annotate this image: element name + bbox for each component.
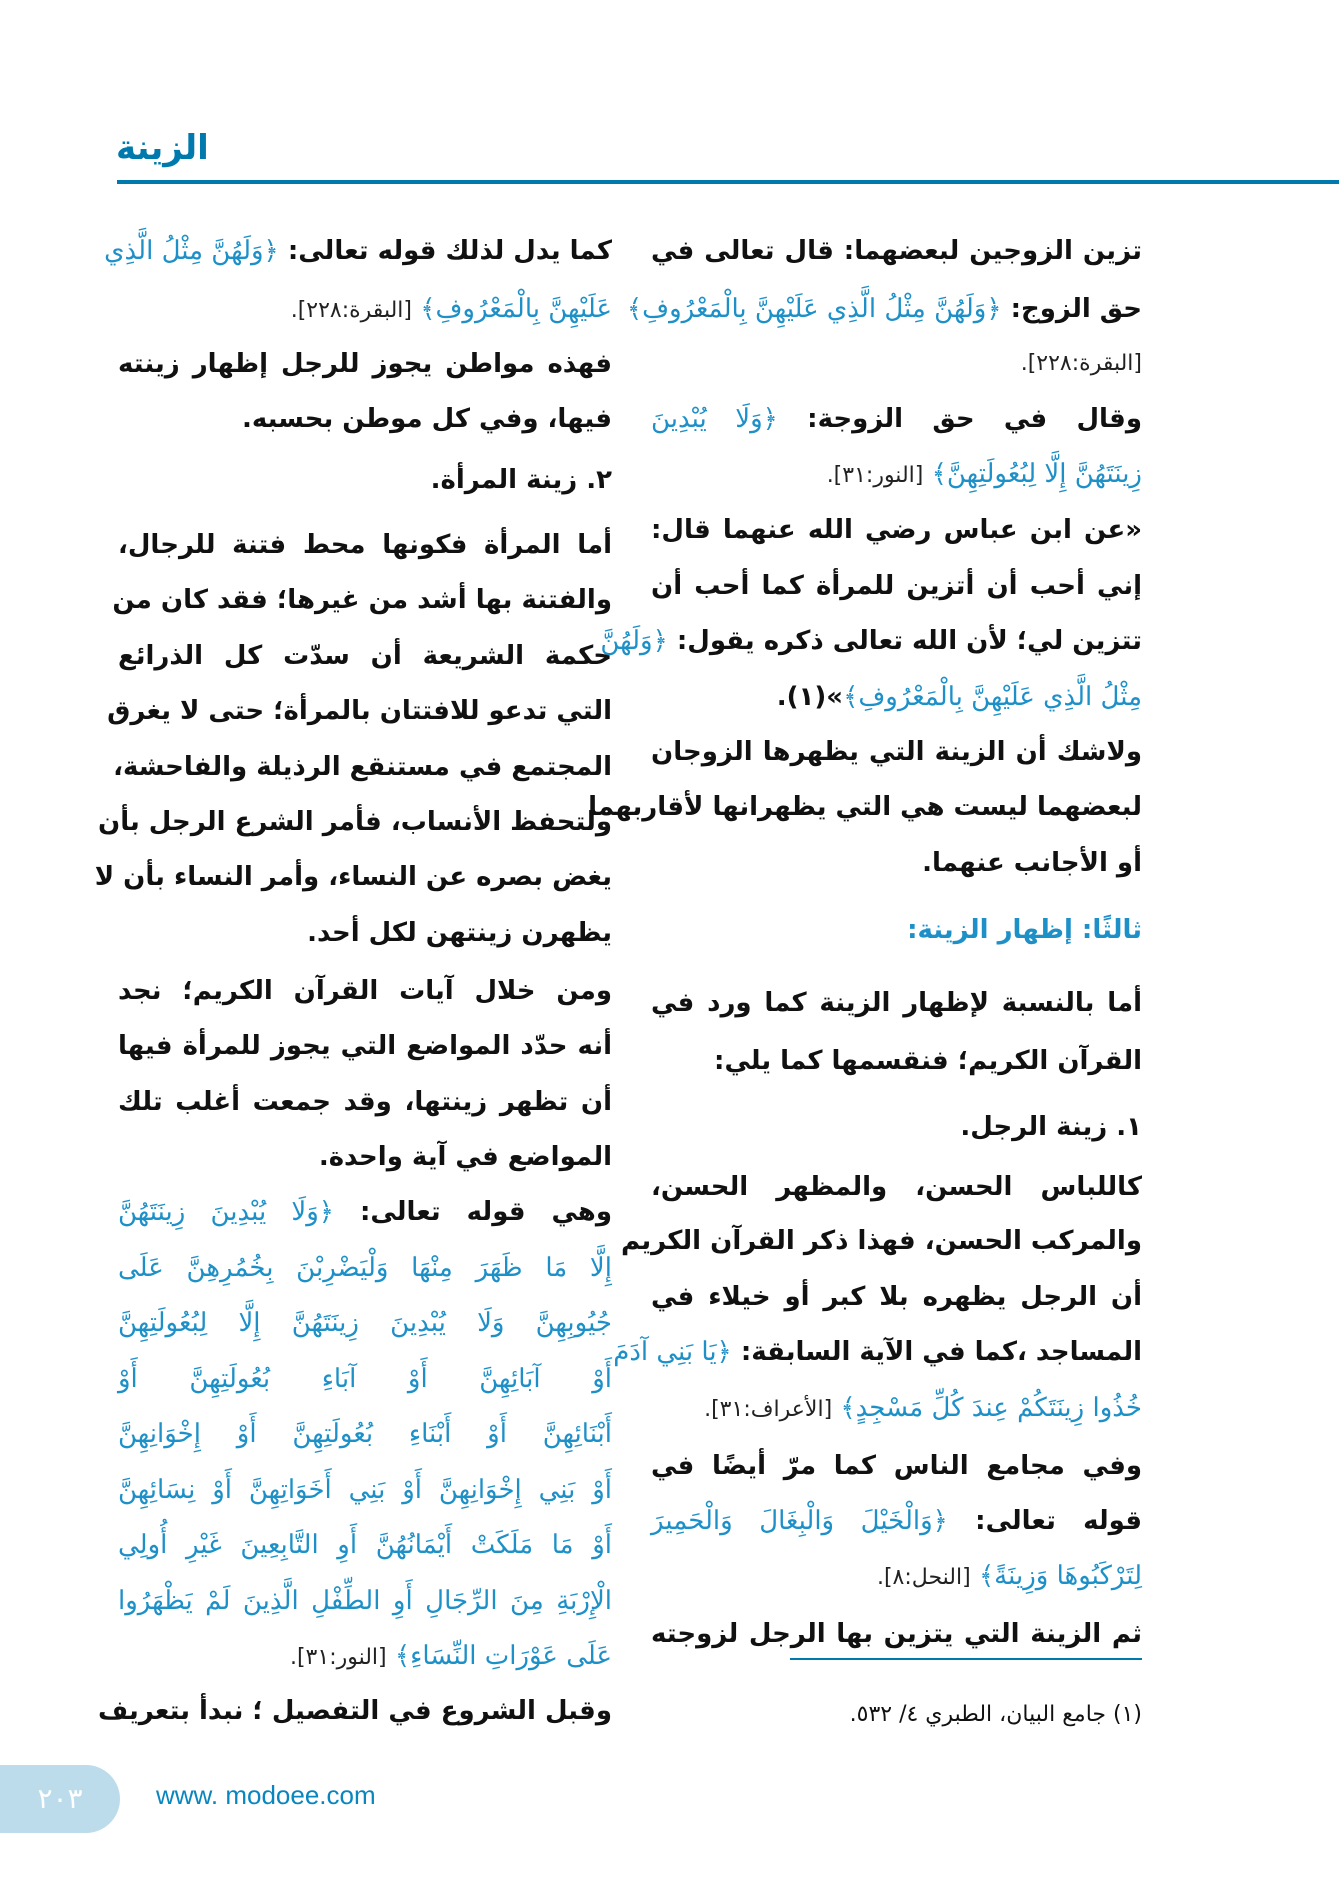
body-text: يغض بصره عن النساء، وأمر النساء بأن لا [94, 862, 612, 892]
body-text: المجتمع في مستنقع الرذيلة والفاحشة، [113, 752, 612, 782]
text-line [651, 1383, 1142, 1433]
quran-verse: لِتَرْكَبُوهَا وَزِينَةً﴾ [970, 1561, 1142, 1591]
text-line [118, 908, 612, 958]
website-link[interactable]: www. modoee.com [156, 1780, 376, 1810]
quran-verse: ﴿وَلَا يُبْدِينَ زِينَتَهُنَّ [118, 1197, 335, 1227]
text-line [651, 226, 1142, 276]
text-line [651, 1162, 1142, 1212]
quran-verse: ﴿وَلَهُنَّ [600, 626, 668, 656]
text-line [651, 1496, 1142, 1546]
body-text: والمركب الحسن، فهذا ذكر القرآن الكريم [620, 1226, 1142, 1256]
text-line [118, 966, 612, 1016]
verse-reference: [البقرة:٢٢٨]. [1020, 351, 1142, 376]
body-text: والفتنة بها أشد من غيرها؛ فقد كان من [112, 585, 612, 615]
footnote: (١) جامع البيان، الطبري ٤/ ٥٣٢. [849, 1702, 1142, 1727]
text-line [112, 575, 612, 625]
text-line [107, 686, 612, 736]
body-text: تتزين لي؛ لأن الله تعالى ذكره يقول: [667, 626, 1142, 656]
body-text: أما بالنسبة لإظهار الزينة كما ورد في [651, 988, 1142, 1018]
quran-verse: أَوْ بَنِي إِخْوَانِهِنَّ أَوْ بَنِي أَخَوَاتِهِنَّ أَوْ نِسَائِهِنَّ [118, 1475, 612, 1505]
body-text: أو الأجانب عنهما. [922, 848, 1142, 878]
body-text: وفي مجامع الناس كما مرّ أيضًا في [651, 1451, 1142, 1481]
quran-verse: عَلَى عَوْرَاتِ النِّسَاءِ﴾ [386, 1641, 612, 1671]
text-line [651, 838, 1142, 888]
body-text: ثم الزينة التي يتزين بها الرجل لزوجته [651, 1619, 1142, 1649]
body-text: القرآن الكريم؛ فنقسمها كما يلي: [714, 1046, 1142, 1076]
text-line [118, 1243, 612, 1293]
text-line [651, 978, 1142, 1028]
text-line [118, 1631, 612, 1681]
body-text: كما يدل لذلك قوله تعالى: [278, 236, 612, 266]
text-line [94, 852, 612, 902]
quran-verse: أَبْنَائِهِنَّ أَوْ أَبْنَاءِ بُعُولَتِهِنَّ أَوْ إِخْوَانِهِنَّ [118, 1419, 612, 1449]
quran-verse: أَوْ آبَائِهِنَّ أَوْ آبَاءِ بُعُولَتِهِنَّ أَوْ [118, 1364, 612, 1394]
quran-verse: ﴿وَلَهُنَّ مِثْلُ الَّذِي [104, 236, 279, 266]
text-line [118, 455, 612, 505]
quran-verse: ﴿وَلَا يُبْدِينَ [651, 404, 778, 434]
verse-reference: [النور:٣١]. [826, 463, 924, 488]
quran-verse: أَوْ مَا مَلَكَتْ أَيْمَانُهُنَّ أَوِ التَّابِعِينَ غَيْرِ أُولِي [118, 1530, 612, 1560]
body-text: وقال في حق الزوجة: [777, 404, 1142, 434]
text-line [651, 727, 1142, 777]
text-line [600, 616, 1142, 666]
body-text: أما المرأة فكونها محط فتنة للرجال، [118, 530, 612, 560]
body-text: وقبل الشروع في التفصيل ؛ نبدأ بتعريف [98, 1696, 612, 1726]
body-text: تزين الزوجين لبعضهما: قال تعالى في [651, 236, 1142, 266]
text-line [651, 1102, 1142, 1152]
body-text: «عن ابن عباس رضي الله عنهما قال: [651, 515, 1142, 545]
text-line [118, 1354, 612, 1404]
body-text: ١. زينة الرجل. [960, 1112, 1142, 1142]
body-text: إني أحب أن أتزين للمرأة كما أحب أن [651, 571, 1142, 601]
text-line [651, 505, 1142, 555]
body-text: المواضع في آية واحدة. [318, 1142, 612, 1172]
quran-verse: عَلَيْهِنَّ بِالْمَعْرُوفِ﴾ [411, 294, 612, 324]
body-text: ومن خلال آيات القرآن الكريم؛ نجد [118, 976, 612, 1006]
body-text: أن الرجل يظهره بلا كبر أو خيلاء في [651, 1282, 1142, 1312]
text-line [118, 284, 612, 334]
text-line [118, 1576, 612, 1626]
body-text: ٢. زينة المرأة. [430, 465, 612, 495]
text-line [651, 1272, 1142, 1322]
verse-reference: [الأعراف:٣١]. [704, 1397, 833, 1422]
text-line [118, 631, 612, 681]
running-header-title: الزينة [116, 128, 209, 168]
page-number: ٢٠٣ [0, 1765, 120, 1833]
text-line [651, 449, 1142, 499]
body-text: فيها، وفي كل موطن بحسبه. [242, 404, 612, 434]
header-rule [117, 180, 1339, 184]
body-text: وهي قوله تعالى: [334, 1197, 612, 1227]
verse-reference: [البقرة:٢٢٨]. [290, 298, 412, 323]
text-line [118, 1021, 612, 1071]
body-text: المساجد ،كما في الآية السابقة: [731, 1337, 1142, 1367]
text-line [651, 337, 1142, 387]
body-text: التي تدعو للافتتان بالمرأة؛ حتى لا يغرق [107, 696, 612, 726]
text-line [620, 1216, 1142, 1266]
quran-verse: ﴿وَالْخَيْلَ وَالْبِغَالَ وَالْحَمِيرَ [651, 1506, 948, 1536]
text-line [651, 1609, 1142, 1659]
text-line [113, 742, 612, 792]
quran-verse: ﴿يَا بَنِي آدَمَ [613, 1337, 732, 1367]
verse-reference: [النحل:٨]. [876, 1565, 971, 1590]
text-line [118, 1409, 612, 1459]
body-text: حق الزوج: [1001, 294, 1142, 324]
text-line [651, 1551, 1142, 1601]
body-text: أن تظهر زينتها، وقد جمعت أغلب تلك [118, 1087, 612, 1117]
text-line [118, 339, 612, 389]
verse-reference: [النور:٣١]. [289, 1645, 387, 1670]
text-line [118, 520, 612, 570]
text-line [651, 1441, 1142, 1491]
text-line [651, 1036, 1142, 1086]
body-text: يظهرن زينتهن لكل أحد. [307, 918, 612, 948]
text-line [651, 672, 1142, 722]
quran-verse: إِلَّا مَا ظَهَرَ مِنْهَا وَلْيَضْرِبْنَ بِخُمُرِهِنَّ عَلَى [118, 1253, 612, 1283]
text-line [98, 797, 612, 847]
quran-verse: جُيُوبِهِنَّ وَلَا يُبْدِينَ زِينَتَهُنَّ إِلَّا لِبُعُولَتِهِنَّ [118, 1308, 612, 1338]
section-heading: ثالثًا: إظهار الزينة: [907, 915, 1142, 945]
quran-verse: زِينَتَهُنَّ إِلَّا لِبُعُولَتِهِنَّ﴾ [923, 459, 1142, 489]
quran-verse: خُذُوا زِينَتَكُمْ عِندَ كُلِّ مَسْجِدٍ﴾ [832, 1393, 1142, 1423]
body-text: قوله تعالى: [947, 1506, 1142, 1536]
body-text: حكمة الشريعة أن سدّت كل الذرائع [118, 641, 612, 671]
body-text: ولاشك أن الزينة التي يظهرها الزوجان [651, 737, 1142, 767]
quran-verse: ﴿وَلَهُنَّ مِثْلُ الَّذِي عَلَيْهِنَّ بِالْمَعْرُوفِ﴾ [626, 294, 1002, 324]
text-line [651, 394, 1142, 444]
text-line [118, 1520, 612, 1570]
text-line [98, 1686, 612, 1736]
text-line [588, 782, 1142, 832]
text-line [118, 1077, 612, 1127]
body-text: أنه حدّد المواضع التي يجوز للمرأة فيها [118, 1031, 612, 1061]
body-text: »(١). [776, 682, 844, 712]
text-line [651, 561, 1142, 611]
text-line [626, 284, 1142, 334]
text-line [651, 905, 1142, 955]
body-text: كاللباس الحسن، والمظهر الحسن، [651, 1172, 1142, 1202]
quran-verse: مِثْلُ الَّذِي عَلَيْهِنَّ بِالْمَعْرُوفِ﴾ [843, 682, 1142, 712]
text-line [118, 1187, 612, 1237]
body-text: فهذه مواطن يجوز للرجل إظهار زينته [118, 349, 612, 379]
quran-verse: الْإِرْبَةِ مِنَ الرِّجَالِ أَوِ الطِّفْلِ الَّذِينَ لَمْ يَظْهَرُوا [118, 1586, 612, 1616]
text-line [118, 1132, 612, 1182]
text-line [118, 394, 612, 444]
text-line [118, 1298, 612, 1348]
text-line [613, 1327, 1142, 1377]
text-line [118, 1465, 612, 1515]
body-text: ولتحفظ الأنساب، فأمر الشرع الرجل بأن [98, 807, 612, 837]
text-line [104, 226, 612, 276]
body-text: لبعضهما ليست هي التي يظهرانها لأقاربهما [588, 792, 1142, 822]
